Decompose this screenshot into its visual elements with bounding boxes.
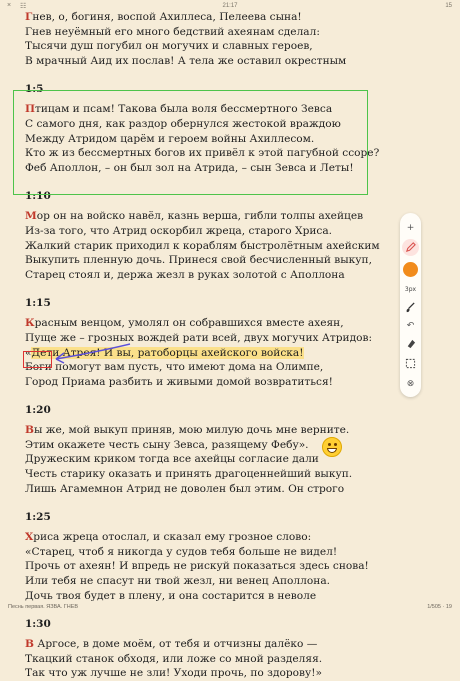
- text-line: Город Приама разбить и живыми домой возвратиться!: [25, 375, 333, 388]
- undo-icon[interactable]: ↶: [406, 320, 415, 331]
- highlighted-text[interactable]: Дети Атрея! И вы, ратоборцы ахейского войска!: [31, 346, 304, 359]
- text-line: Красным венцом, умолял он собравшихся вместе ахеян,: [25, 317, 344, 330]
- brush-icon[interactable]: [402, 299, 419, 316]
- text-line: «Дети Атрея! И вы, ратоборцы ахейского войска!: [25, 346, 304, 359]
- verse-number: 1:15: [25, 297, 51, 310]
- footer: [0, 602, 460, 614]
- color-picker[interactable]: [402, 261, 419, 278]
- drop-capital: Х: [25, 531, 34, 544]
- text-line: Так что уж лучше не зли! Уходи прочь, по здорову!»: [25, 667, 322, 680]
- text-line: Выкупить пленную дочь. Принеся свой бесчисленный выкуп,: [25, 254, 372, 267]
- status-indicator: 15: [445, 3, 452, 9]
- close-icon[interactable]: ⊗: [406, 378, 415, 389]
- drop-capital: П: [25, 103, 36, 116]
- chapter-title: Песнь первая. ЯЗВА. ГНЕВ: [8, 604, 79, 610]
- add-icon[interactable]: +: [406, 222, 415, 233]
- text-line: Гнев, о, богиня, воспой Ахиллеса, Пелеева сына!: [25, 11, 302, 23]
- close-icon[interactable]: ×: [7, 2, 12, 9]
- text-line: Жалкий старик приходил к кораблям быстролётным ахейским: [25, 239, 380, 252]
- text-line: Пуще же – грозных вождей рати всей, двух могучих Атридов:: [25, 331, 373, 344]
- text-line: В мрачный Аид их послав! А тела же оставил окрестным: [25, 54, 347, 67]
- verse-number: 1:10: [25, 190, 51, 203]
- text-line: Боги помогут вам пусть, что имеют дома на Олимпе,: [25, 361, 324, 374]
- text-line: Ткацкий станок обходя, или ложе со мной разделяя.: [25, 652, 323, 665]
- drawing-toolbar: [400, 213, 421, 397]
- text-line: Прочь от ахеян! И впредь не рискуй показаться здесь снова!: [25, 560, 369, 573]
- text-line: Хриса жреца отослал, и сказал ему грозное слово:: [25, 531, 312, 544]
- text-line: Этим окажете честь сыну Зевса, разящему Фебу».: [25, 438, 309, 451]
- verse-number: 1:20: [25, 404, 51, 417]
- drop-capital: М: [25, 210, 37, 223]
- pen-icon[interactable]: [402, 239, 419, 256]
- text-line: Кто ж из бессмертных богов их привёл к этой пагубной ссоре?: [25, 147, 380, 160]
- selection-icon[interactable]: [402, 355, 419, 372]
- text-line: С самого дня, как раздор обернулся жестокой враждою: [25, 117, 341, 130]
- page-counter: 1/505 · 19: [427, 604, 452, 610]
- text-block: [25, 10, 405, 68]
- text-line: Мор он на войско навёл, казнь верша, гибли толпы ахейцев: [25, 210, 364, 223]
- text-line: Гнев неуёмный его много бедствий ахеянам сделал:: [25, 25, 320, 38]
- text-line: Лишь Агамемнон Атрид не доволен был этим. Он строго: [25, 482, 345, 495]
- text-line: В Аргосе, в доме моём, от тебя и отчизны далёко —: [25, 638, 318, 651]
- menu-icon[interactable]: ☷: [20, 3, 27, 10]
- text-line: Дочь твоя будет в плену, и она состарится в неволе: [25, 589, 317, 602]
- text-block: [25, 102, 405, 175]
- verse-number: 1:25: [25, 511, 51, 524]
- text-line: Вы же, мой выкуп приняв, мою милую дочь мне верните.: [25, 424, 350, 437]
- drop-capital: К: [25, 317, 35, 330]
- emoji-sticker-icon[interactable]: [322, 437, 342, 457]
- text-line: Птицам и псам! Такова была воля бессмертного Зевса: [25, 103, 333, 116]
- arrow-annotation[interactable]: [52, 340, 132, 370]
- text-line: Между Атридом царём и героем войны Ахиллесом.: [25, 132, 315, 145]
- text-line: Тысячи душ погубил он могучих и славных героев,: [25, 40, 313, 53]
- text-line: Или тебя не спасут ни твой жезл, ни венец Аполлона.: [25, 575, 331, 588]
- text-line: Дружеским криком тогда все ахейцы согласие дали: [25, 453, 319, 466]
- text-line: Старец стоял и, держа жезл в руках золотой с Аполлона: [25, 268, 345, 281]
- text-block: [25, 637, 405, 681]
- verse-number: 1:5: [25, 83, 44, 96]
- text-block: [25, 209, 405, 282]
- text-block: [25, 423, 405, 496]
- eraser-icon[interactable]: [402, 335, 419, 352]
- drop-capital: В: [25, 424, 34, 437]
- clock: 21:17: [222, 3, 238, 9]
- text-line: Феб Аполлон, – он был зол на Атрида, – сын Зевса и Леты!: [25, 161, 354, 174]
- color-swatch: [403, 262, 418, 277]
- text-line: Из-за того, что Атрид оскорбил жреца, старого Хриса.: [25, 224, 333, 237]
- text-block: [25, 530, 405, 603]
- stroke-size[interactable]: 3px: [404, 286, 417, 293]
- drop-capital: В: [25, 638, 34, 651]
- text-line: Честь старику оказать и принять драгоценнейший выкуп.: [25, 468, 353, 481]
- line-rest: нев, о, богиня, воспой Ахиллеса, Пелеева сына!: [32, 11, 302, 23]
- verse-number: 1:30: [25, 618, 51, 631]
- text-line: «Старец, чтоб я никогда у судов тебя больше не видел!: [25, 545, 338, 558]
